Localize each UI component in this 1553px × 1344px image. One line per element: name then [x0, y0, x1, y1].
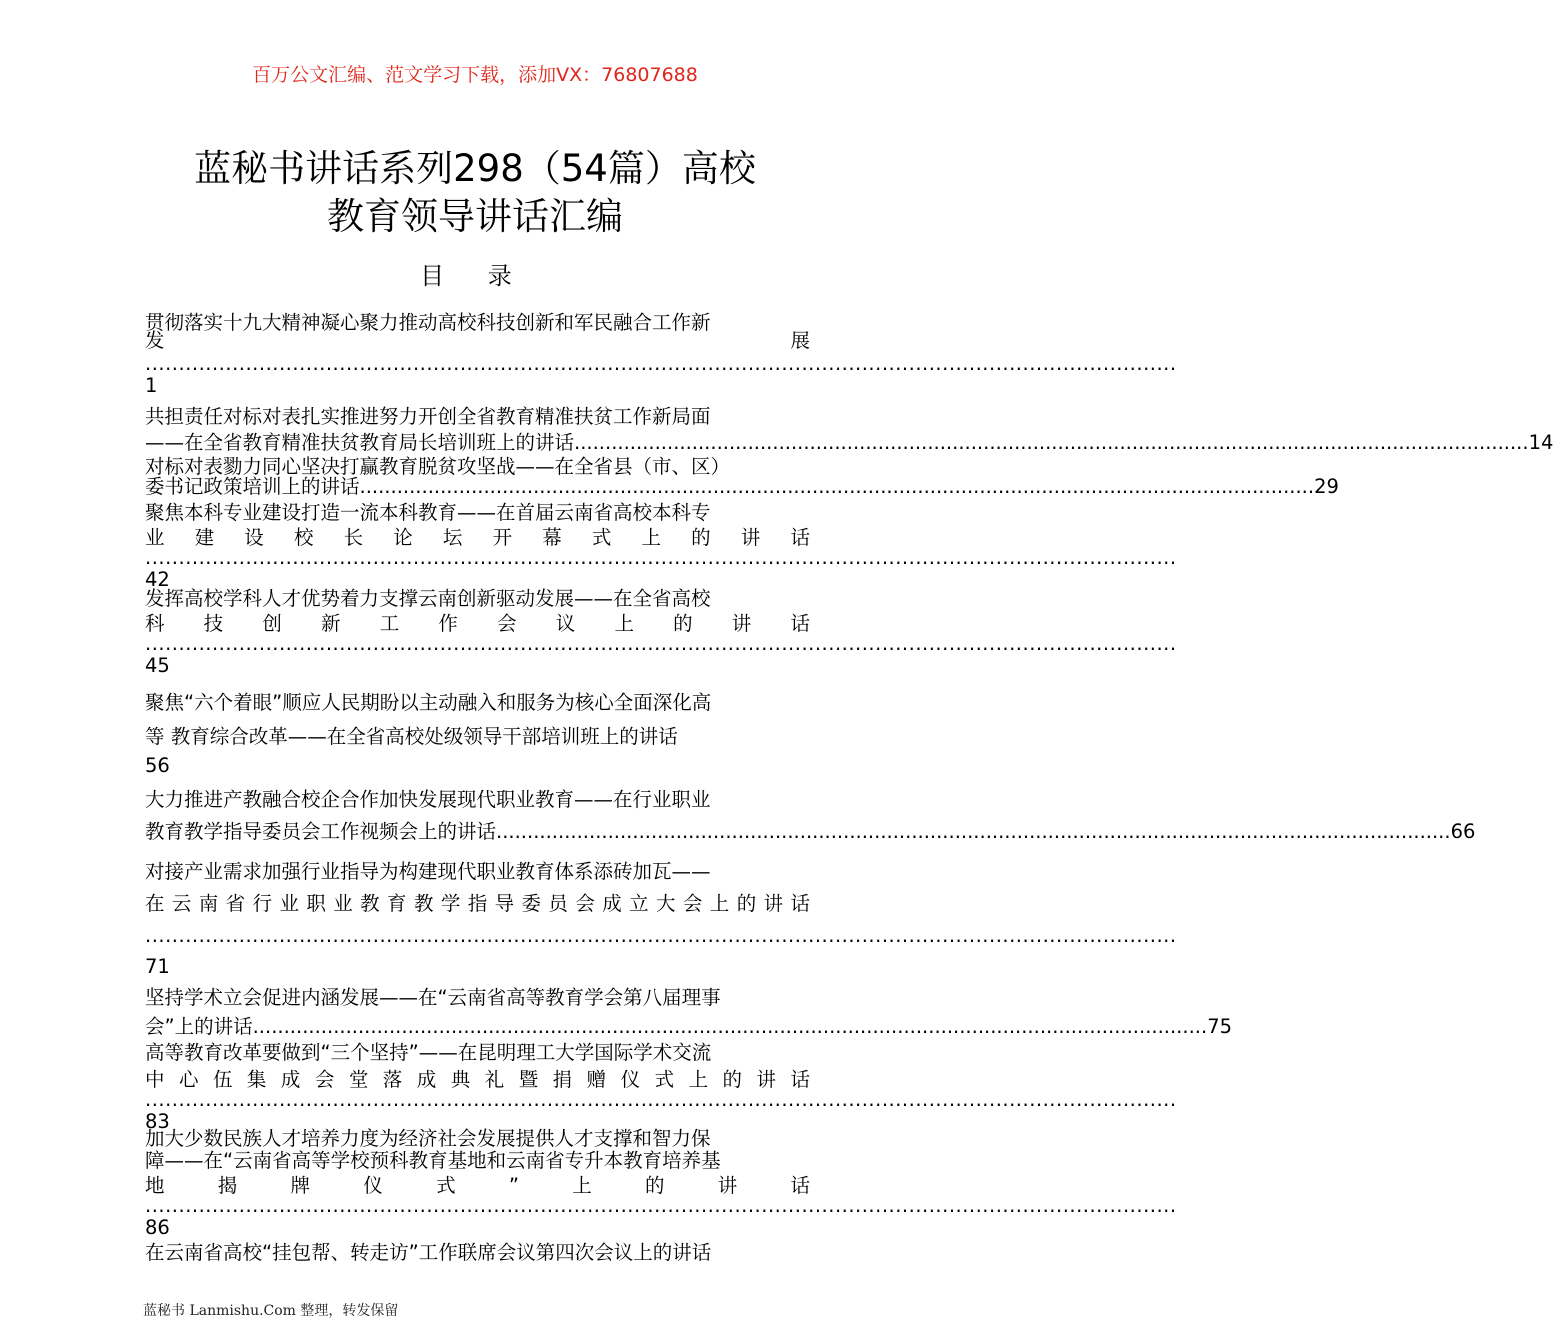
toc-entry-title: 大力推进产教融合校企合作加快发展现代职业教育——在行业职业: [145, 788, 711, 811]
toc-entry-title-cont: 发 展: [145, 329, 810, 352]
toc-entry-title-cont: 教育教学指导委员会工作视频会上的讲话: [145, 820, 497, 843]
toc-entry[interactable]: [145, 1238, 810, 1268]
toc-entry-page: 14: [1528, 431, 1553, 454]
toc-leader-dots: ..........................................................................................................................................................: [496, 820, 1451, 843]
toc-entry-title-cont: 科技创新工作会议上的讲话: [145, 612, 810, 635]
toc-entry-title-cont: 委书记政策培训上的讲话: [145, 475, 360, 498]
toc-entry[interactable]: [145, 784, 1476, 848]
toc-leader-dots: ..........................................................................................................................................................: [252, 1015, 1208, 1038]
toc-entry-title: 聚焦本科专业建设打造一流本科教育——在首届云南省高校本科专: [145, 501, 711, 524]
toc-entry-page: 29: [1314, 475, 1339, 498]
toc-leader-dots: ..........................................................................................................................................................: [145, 924, 1177, 947]
footer-credit: 蓝秘书 Lanmishu.Com 整理，转发保留: [143, 1303, 399, 1319]
toc-entry-title-cont: 在云南省行业职业教育教学指导委员会成立大会上的讲话: [145, 892, 810, 915]
toc-leader-dots: ..........................................................................................................................................................: [145, 352, 1177, 375]
toc-entry-title: 在云南省高校“挂包帮、转走访”工作联席会议第四次会议上的讲话: [145, 1241, 712, 1264]
toc-entry-page: 83: [145, 1110, 170, 1133]
toc-entry-title: 聚焦“六个着眼”顺应人民期盼以主动融入和服务为核心全面深化高: [145, 691, 712, 714]
toc-entry[interactable]: [145, 500, 1177, 591]
toc-leader-dots: ..........................................................................................................................................................: [145, 632, 1177, 655]
toc-leader-dots: ..........................................................................................................................................................: [145, 546, 1177, 569]
toc-entry-title-cont: 地揭牌仪式”上的讲话: [145, 1174, 810, 1197]
toc-entry-title-cont: 中心伍集成会堂落成典礼暨捐赠仪式上的讲话: [145, 1068, 810, 1091]
table-of-contents: [145, 310, 1553, 1268]
toc-entry[interactable]: [145, 856, 1177, 982]
toc-entry-page: 56: [145, 754, 170, 777]
toc-entry-page: 66: [1450, 820, 1476, 843]
toc-entry[interactable]: [145, 982, 1233, 1040]
toc-entry-title: 高等教育改革要做到“三个坚持”——在昆明理工大学国际学术交流: [145, 1041, 712, 1064]
toc-entry-page: 45: [145, 654, 170, 677]
toc-entry-title-cont: 等 教育综合改革——在全省高校处级领导干部培训班上的讲话: [145, 725, 678, 748]
toc-entry[interactable]: [145, 454, 1339, 500]
toc-leader-dots: ..........................................................................................................................................................: [145, 1088, 1177, 1111]
toc-entry-title: 共担责任对标对表扎实推进努力开创全省教育精准扶贫工作新局面: [145, 405, 711, 428]
title-line-2: 教育领导讲话汇编: [327, 195, 623, 238]
toc-leader-dots: ..........................................................................................................................................................: [574, 431, 1529, 454]
toc-entry-page: 75: [1207, 1015, 1233, 1038]
toc-leader-dots: ..........................................................................................................................................................: [145, 1194, 1177, 1217]
toc-entry-title: 加大少数民族人才培养力度为经济社会发展提供人才支撑和智力保: [145, 1127, 711, 1150]
toc-entry[interactable]: [145, 404, 1553, 458]
toc-entry-title: 发挥高校学科人才优势着力支撑云南创新驱动发展——在全省高校: [145, 587, 711, 610]
toc-entry-title: 坚持学术立会促进内涵发展——在“云南省高等教育学会第八届理事: [145, 986, 721, 1009]
toc-entry-title: 对接产业需求加强行业指导为构建现代职业教育体系添砖加瓦——: [145, 860, 711, 883]
document-title: [0, 145, 950, 241]
toc-entry-title-cont: 会”上的讲话: [145, 1015, 253, 1038]
toc-entry-page: 1: [145, 374, 158, 397]
toc-entry[interactable]: [145, 1040, 1177, 1133]
header-contact-text: 百万公文汇编、范文学习下载，添加VX：76807688: [252, 64, 698, 86]
title-line-1: 蓝秘书讲话系列298（54篇）高校: [194, 147, 756, 190]
toc-entry-page: 71: [145, 955, 170, 978]
toc-entry[interactable]: [145, 586, 1177, 678]
toc-entry-title: 对标对表勠力同心坚决打赢教育脱贫攻坚战——在全省县（市、区）: [145, 455, 731, 478]
toc-entry-title-cont: 业建设校长论坛开幕式上的讲话: [145, 526, 810, 549]
toc-leader-dots: ..........................................................................................................................................................: [359, 475, 1315, 498]
toc-entry[interactable]: [145, 1126, 1177, 1239]
toc-entry-title-cont: 障——在“云南省高等学校预科教育基地和云南省专升本教育培养基: [145, 1149, 721, 1172]
toc-entry-page: 42: [145, 568, 170, 591]
toc-entry-title-cont: ——在全省教育精准扶贫教育局长培训班上的讲话: [145, 431, 575, 454]
toc-entry[interactable]: [145, 686, 810, 784]
toc-entry-title: 贯彻落实十九大精神凝心聚力推动高校科技创新和军民融合工作新: [145, 311, 711, 334]
toc-heading: 目 录: [420, 262, 530, 290]
toc-entry-page: 86: [145, 1216, 170, 1239]
toc-entry[interactable]: [145, 310, 1177, 398]
